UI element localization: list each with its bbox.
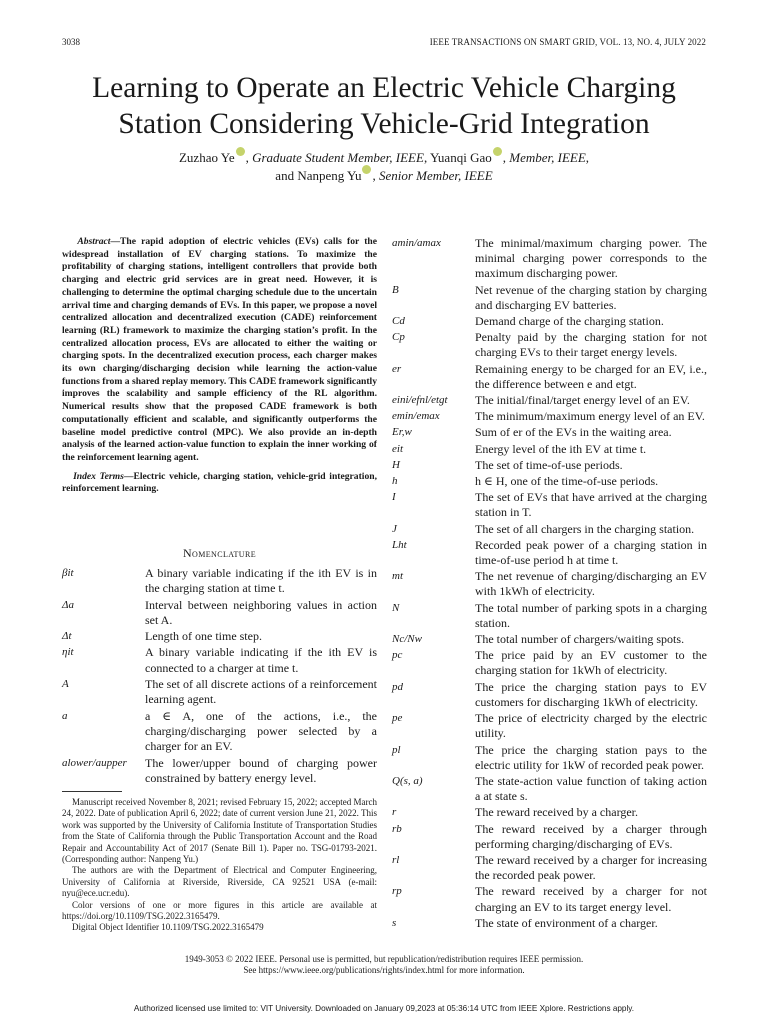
copyright: [0, 954, 768, 976]
nomenclature-heading: Nomenclature: [182, 546, 257, 560]
nomenclature-symbol: Cd: [392, 315, 405, 328]
nomenclature-description: h ∈ H, one of the time-of-use periods.: [475, 474, 659, 489]
nomenclature-row: [392, 743, 707, 773]
author-name: Zuzhao Ye: [178, 150, 235, 165]
nomenclature-symbol: Δa: [62, 598, 74, 611]
author-role: Member, IEEE: [509, 150, 586, 165]
nomenclature-row: [392, 632, 707, 647]
nomenclature-description: The state-action value function of taking action a at state s.: [475, 773, 707, 804]
nomenclature-symbol: r: [392, 806, 397, 819]
nomenclature-symbol: emin/emax: [392, 410, 440, 423]
nomenclature-symbol: rp: [392, 885, 402, 898]
nomenclature-symbol: pd: [392, 680, 403, 693]
nomenclature-symbol: H: [392, 458, 400, 471]
nomenclature-description: The total number of chargers/waiting spots.: [475, 632, 685, 647]
nomenclature-row: [392, 711, 707, 741]
footnote-affiliation: The authors are with the Department of Electrical and Computer Engineering, University of California at Riverside, Riverside, CA 92521 USA (e-mail: nyu@ece.ucr.edu).: [62, 865, 377, 899]
nomenclature-row: [392, 474, 707, 489]
nomenclature-row: [392, 822, 707, 852]
journal-header: IEEE TRANSACTIONS ON SMART GRID, VOL. 13, NO. 4, JULY 2022: [429, 37, 706, 47]
nomenclature-description: Penalty paid by the charging station for not charging EVs to their target energy levels.: [475, 330, 707, 360]
copyright-line-2: See https://www.ieee.org/publications/rights/index.html for more information.: [243, 965, 525, 975]
nomenclature-symbol: alower/aupper: [62, 756, 127, 769]
nomenclature-description: A binary variable indicating if the ith EV is in the charging station at time t.: [145, 566, 377, 596]
nomenclature-symbol: pe: [392, 712, 403, 725]
nomenclature-symbol: N: [392, 601, 400, 614]
nomenclature-symbol: rb: [392, 822, 402, 835]
nomenclature-row: [392, 283, 707, 313]
nomenclature-description: Energy level of the ith EV at time t.: [475, 441, 647, 456]
nomenclature-row: [392, 522, 707, 537]
nomenclature-row: [392, 362, 707, 392]
nomenclature-list-right: [392, 236, 707, 932]
nomenclature-row: [392, 490, 707, 520]
title-line-1: Learning to Operate an Electric Vehicle Charging: [92, 72, 676, 104]
footnote-color: Color versions of one or more figures in this article are available at https://doi.org/10.1109/TSG.2022.3165479.: [62, 899, 377, 922]
nomenclature-row: [62, 566, 377, 597]
nomenclature-description: Demand charge of the charging station.: [475, 314, 664, 329]
footnote-manuscript: Manuscript received November 8, 2021; revised February 15, 2022; accepted March 24, 2022. Date of publication April 6, 2022; date of current version June 21, 2022. This work was supported by the University of California Institute of Transportation Studies from the State of California through the Public Transportation Account and the Road Repair and Accountability Act of 2017 (Senate Bill 1). Paper no. TSG-01793-2021. (Corresponding author: Nanpeng Yu.): [62, 797, 377, 865]
nomenclature-symbol: eit: [392, 442, 403, 455]
nomenclature-row: [392, 648, 707, 678]
index-terms-label: Index Terms: [73, 470, 124, 482]
page-number: 3038: [62, 37, 80, 47]
nomenclature-symbol: I: [392, 491, 396, 504]
nomenclature-description: The price of electricity charged by the electric utility.: [475, 711, 707, 741]
nomenclature-description: Sum of er of the EVs in the waiting area.: [475, 425, 672, 440]
nomenclature-symbol: eini/efnl/etgt: [392, 394, 448, 407]
nomenclature-row: [392, 458, 707, 473]
index-terms: [62, 471, 377, 496]
author-role: Senior Member, IEEE: [378, 168, 493, 183]
nomenclature-symbol: Q(s, a): [392, 774, 423, 787]
nomenclature-description: The set of all discrete actions of a reinforcement learning agent.: [145, 677, 377, 707]
nomenclature-description: The total number of parking spots in a charging station.: [475, 600, 707, 630]
nomenclature-description: The price paid by an EV customer to the charging station for 1kWh of electricity.: [475, 648, 707, 678]
nomenclature-row: [392, 916, 707, 931]
nomenclature-row: [392, 569, 707, 599]
nomenclature-row: [392, 393, 707, 408]
nomenclature-symbol: ηit: [62, 646, 74, 659]
nomenclature-symbol: h: [392, 475, 398, 488]
nomenclature-symbol: βit: [62, 567, 74, 579]
nomenclature-description: Remaining energy to be charged for an EV, i.e., the difference between e and etgt.: [475, 361, 707, 391]
abstract-label: Abstract: [77, 236, 111, 247]
nomenclature-row: [392, 236, 707, 282]
author-name: and Nanpeng Yu: [275, 168, 362, 183]
title-line-2: Station Considering Vehicle-Grid Integration: [118, 108, 650, 140]
nomenclature-row: [62, 645, 377, 676]
orcid-icon[interactable]: [493, 147, 502, 156]
nomenclature-row: [62, 756, 377, 787]
footnote: [62, 797, 377, 934]
nomenclature-symbol: amin/amax: [392, 237, 441, 249]
nomenclature-description: The set of EVs that have arrived at the charging station in T.: [475, 490, 707, 520]
nomenclature-row: [62, 598, 377, 629]
orcid-icon[interactable]: [362, 165, 371, 174]
nomenclature-symbol: Lht: [392, 538, 407, 551]
paper-title: [0, 70, 768, 142]
nomenclature-description: A binary variable indicating if the ith EV is connected to a charger at time t.: [145, 645, 377, 675]
nomenclature-description: The set of all chargers in the charging station.: [475, 521, 695, 536]
nomenclature-description: The reward received by a charger.: [475, 805, 639, 820]
abstract: [62, 236, 377, 465]
nomenclature-row: [392, 330, 707, 360]
nomenclature-row: [62, 677, 377, 708]
nomenclature-symbol: er: [392, 362, 402, 375]
nomenclature-symbol: mt: [392, 570, 403, 583]
nomenclature-symbol: pc: [392, 649, 403, 662]
nomenclature-symbol: Nc/Nw: [392, 633, 422, 646]
nomenclature-description: The initial/final/target energy level of an EV.: [475, 393, 690, 408]
nomenclature-description: a ∈ A, one of the actions, i.e., the charging/discharging power selected by a charger for an EV.: [145, 708, 377, 754]
nomenclature-symbol: rl: [392, 853, 400, 866]
author-role: Graduate Student Member, IEEE: [252, 150, 424, 165]
nomenclature-description: The price the charging station pays to EV customers for discharging 1kWh of electricity.: [475, 679, 707, 709]
copyright-line-1: 1949-3053 © 2022 IEEE. Personal use is permitted, but republication/redistribution requires IEEE permission.: [184, 954, 584, 964]
nomenclature-description: Net revenue of the charging station by charging and discharging EV batteries.: [475, 282, 707, 312]
footnote-rule: [62, 791, 122, 792]
nomenclature-symbol: Δt: [62, 630, 72, 643]
author-name: Yuanqi Gao: [429, 150, 492, 165]
nomenclature-description: The minimum/maximum energy level of an EV.: [475, 409, 705, 424]
nomenclature-symbol: Er,w: [392, 426, 412, 439]
nomenclature-description: The net revenue of charging/discharging an EV with 1kWh of electricity.: [475, 569, 707, 599]
nomenclature-list-left: [62, 566, 377, 787]
nomenclature-row: [392, 601, 707, 631]
nomenclature-row: [62, 709, 377, 755]
index-terms-text: —Electric vehicle, charging station, vehicle-grid integration, reinforcement learning.: [62, 470, 377, 495]
nomenclature-symbol: B: [392, 283, 399, 296]
nomenclature-row: [62, 629, 377, 644]
nomenclature-symbol: pl: [392, 743, 401, 756]
nomenclature-symbol: A: [62, 678, 69, 691]
nomenclature-description: Interval between neighboring values in action set A.: [145, 597, 377, 627]
nomenclature-description: The reward received by a charger for increasing the recorded peak power.: [475, 852, 707, 883]
nomenclature-row: [392, 538, 707, 568]
orcid-icon[interactable]: [236, 147, 245, 156]
nomenclature-row: [392, 425, 707, 440]
nomenclature-description: The minimal/maximum charging power. The minimal charging power corresponds to the maximum discharging power.: [475, 236, 707, 281]
license-notice: Authorized licensed use limited to: VIT University. Downloaded on January 09,2023 at 05:36:14 UTC from IEEE Xplore. Restrictions apply.: [133, 1004, 635, 1013]
abstract-text: —The rapid adoption of electric vehicles (EVs) calls for the widespread installation of EV charging stations. To maximize the profitability of charging stations, intelligent controllers that provide both charging and electric grid services are in great need. However, it is challenging to determine the optimal charging schedule due to the uncertain arrival time and charging demands of EVs. In this paper, we propose a novel centralized allocation and decentralized execution (CADE) reinforcement learning (RL) framework to maximize the charging station’s profit. In the centralized allocation process, EVs are allocated to either the waiting or charging spots. In the decentralized execution process, each charger makes its own charging/discharging decision while learning the action-value functions from a shared replay memory. This CADE framework significantly improves the scalability and sample efficiency of the RL algorithm. Numerical results show that the proposed CADE framework is both computationally efficient and scalable, and significantly outperforms the baseline model predictive control (MPC). We also provide an in-depth analysis of the learned action-value function to explain the inner working of the reinforcement learning agent.: [62, 236, 377, 463]
nomenclature-row: [392, 442, 707, 457]
nomenclature-row: [392, 409, 707, 424]
authors-block: Zuzhao Ye , Graduate Student Member, IEEE, Yuanqi Gao , Member, IEEE, and Nanpeng Yu , Senior Member, IEEE: [0, 149, 768, 185]
nomenclature-symbol: a: [62, 709, 68, 722]
nomenclature-row: [392, 853, 707, 883]
nomenclature-row: [392, 774, 707, 804]
nomenclature-description: The reward received by a charger through performing charging/discharging of EVs.: [475, 821, 707, 851]
nomenclature-description: The price the charging station pays to the electric utility for 1kW of recorded peak power.: [475, 742, 707, 772]
nomenclature-symbol: J: [392, 522, 397, 535]
nomenclature-description: The set of time-of-use periods.: [475, 457, 623, 472]
nomenclature-symbol: Cp: [392, 331, 405, 344]
nomenclature-row: [392, 680, 707, 710]
nomenclature-row: [392, 314, 707, 329]
nomenclature-description: The lower/upper bound of charging power constrained by battery energy level.: [145, 755, 377, 785]
nomenclature-symbol: s: [392, 916, 397, 929]
nomenclature-row: [392, 884, 707, 914]
nomenclature-row: [392, 805, 707, 820]
nomenclature-description: The state of environment of a charger.: [475, 915, 658, 930]
nomenclature-description: The reward received by a charger for not charging an EV to its target energy level.: [475, 884, 707, 914]
footnote-doi: Digital Object Identifier 10.1109/TSG.2022.3165479: [72, 922, 264, 933]
nomenclature-description: Length of one time step.: [145, 629, 262, 644]
nomenclature-description: Recorded peak power of a charging station in time-of-use period h at time t.: [475, 537, 707, 568]
left-column: [62, 236, 377, 496]
